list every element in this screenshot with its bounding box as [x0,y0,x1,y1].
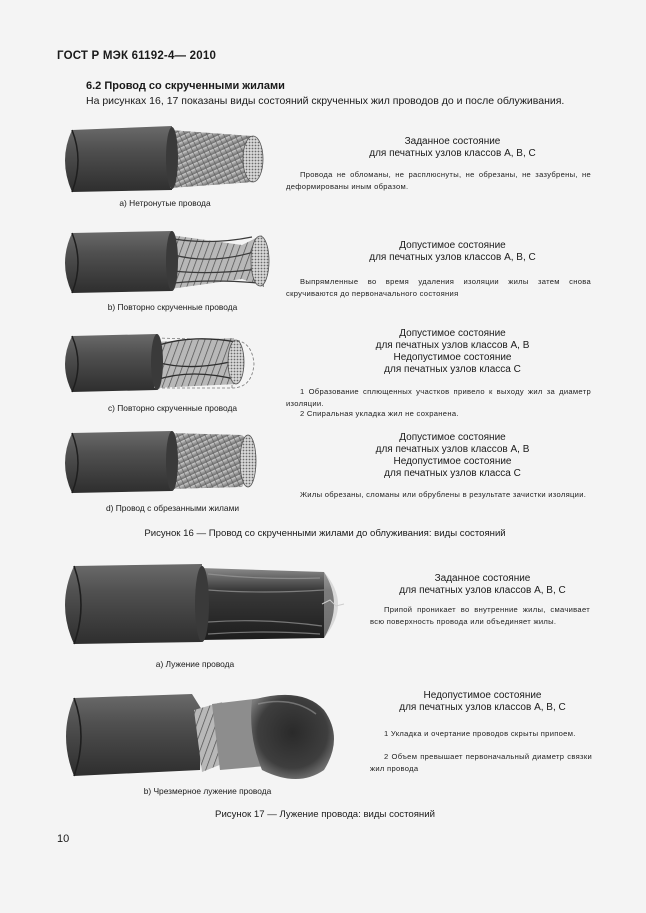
state-16d-line1: Допустимое состояние [399,432,506,443]
note-16d: Жилы обрезаны, сломаны или обрублены в результате зачистки изоляции. [300,490,587,499]
note-17b-1: 1 Укладка и очертание проводов скрыты припоем. [384,729,576,738]
section-intro: На рисунках 16, 17 показаны виды состояний скрученных жил проводов до и после облуживания. [86,95,565,107]
state-16c-line3: Недопустимое состояние [393,352,512,363]
note-17a: Припой проникает во внутренние жилы, смачивает всю поверхность провода или объединяет жилы. [370,605,590,626]
state-16c [330,328,575,376]
wire-illustration-cut-strands [62,425,282,505]
state-16d [330,432,575,480]
wire-illustration-excess-tin [62,690,362,785]
figure-16-caption: Рисунок 16 — Провод со скрученными жилами до облуживания: виды состояний [144,528,506,539]
state-17b-line2: для печатных узлов классов A, B, C [399,702,566,713]
wire-illustration-retwisted [62,225,282,305]
page-number: 10 [57,833,70,845]
state-16b [330,240,575,264]
note-16c-1: 1 Образование сплющенных участков привело к выходу жил за диаметр изоляции. [286,387,591,408]
state-16c-line2: для печатных узлов классов A, B [375,340,530,351]
wire-illustration-intact [62,120,282,200]
state-16d-line4: для печатных узлов класса C [384,468,521,479]
caption-17b: b) Чрезмерное лужение провода [143,786,272,796]
caption-16b: b) Повторно скрученные провода [107,302,238,312]
note-16b: Выпрямленные во время удаления изоляции жилы затем снова скручиваются до первоначального состояния [286,277,591,298]
state-17b [370,690,595,714]
document-header: ГОСТ Р МЭК 61192-4— 2010 [57,50,217,62]
note-16c-2: 2 Спиральная укладка жил не сохранена. [300,409,459,418]
state-16d-line3: Недопустимое состояние [393,456,512,467]
state-17a-line1: Заданное состояние [434,573,531,584]
state-16d-line2: для печатных узлов классов A, B [375,444,530,455]
note-17b-2: 2 Объем превышает первоначальный диаметр связки жил провода [370,752,592,773]
figure-17-caption: Рисунок 17 — Лужение провода: виды состояний [215,809,435,820]
state-16a [330,136,575,160]
state-16c-line1: Допустимое состояние [399,328,506,339]
caption-17a: a) Лужение провода [155,659,235,669]
caption-16d: d) Провод с обрезанными жилами [105,503,240,513]
state-16b-line1: Допустимое состояние [399,240,506,251]
note-16a: Провода не обломаны, не расплюснуты, не обрезаны, не зазубрены, не деформированы иным образом. [286,170,591,191]
state-17a [375,573,590,597]
wire-illustration-flattened [62,328,282,408]
state-16b-line2: для печатных узлов классов A, B, C [369,252,536,263]
caption-16a: a) Нетронутые провода [119,198,211,208]
caption-16c: c) Повторно скрученные провода [107,403,237,413]
section-title: 6.2 Провод со скрученными жилами [86,80,285,92]
state-16a-line1: Заданное состояние [404,136,501,147]
state-16c-line4: для печатных узлов класса C [384,364,521,375]
wire-illustration-tinned [62,560,362,650]
state-16a-line2: для печатных узлов классов A, B, C [369,148,536,159]
state-17b-line1: Недопустимое состояние [423,690,542,701]
state-17a-line2: для печатных узлов классов A, B, C [399,585,566,596]
